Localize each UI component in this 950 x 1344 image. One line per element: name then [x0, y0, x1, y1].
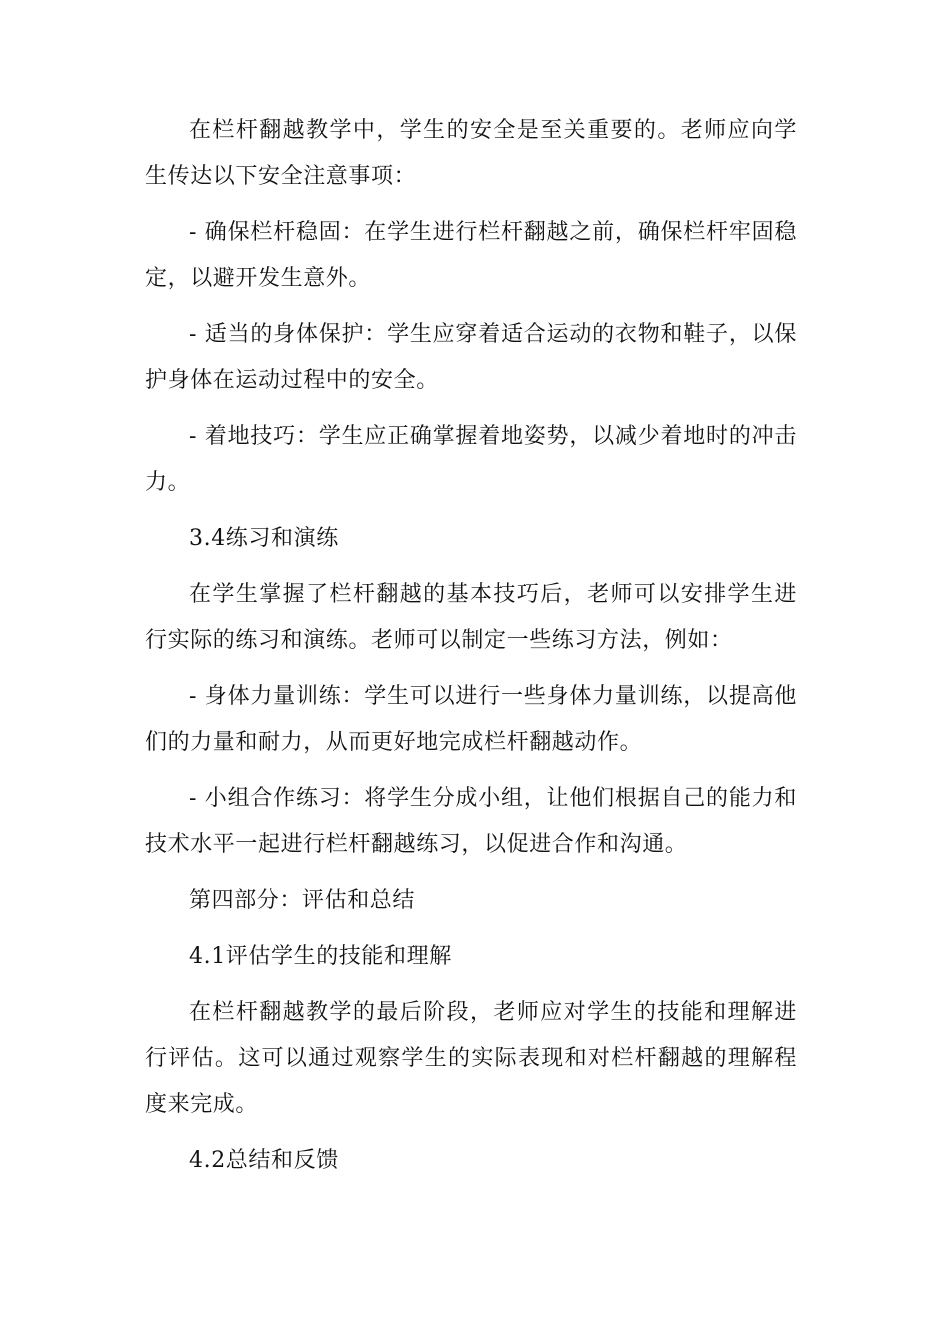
list-item-railing-stable: - 确保栏杆稳固：在学生进行栏杆翻越之前，确保栏杆牢固稳定，以避开发生意外。	[145, 220, 797, 291]
paragraph-safety-intro: 在栏杆翻越教学中，学生的安全是至关重要的。老师应向学生传达以下安全注意事项：	[145, 118, 797, 189]
paragraph-practice-intro: 在学生掌握了栏杆翻越的基本技巧后，老师可以安排学生进行实际的练习和演练。老师可以制定一些练习方法，例如：	[145, 582, 797, 653]
list-item-landing-technique: - 着地技巧：学生应正确掌握着地姿势，以减少着地时的冲击力。	[145, 424, 797, 495]
list-item-group-practice: - 小组合作练习：将学生分成小组，让他们根据自己的能力和技术水平一起进行栏杆翻越练习，以促进合作和沟通。	[145, 786, 797, 857]
paragraph-evaluation: 在栏杆翻越教学的最后阶段，老师应对学生的技能和理解进行评估。这可以通过观察学生的实际表现和对栏杆翻越的理解程度来完成。	[145, 1000, 797, 1117]
list-item-body-protection: - 适当的身体保护：学生应穿着适合运动的衣物和鞋子，以保护身体在运动过程中的安全。	[145, 322, 797, 393]
section-heading-4-1: 4.1评估学生的技能和理解	[189, 944, 452, 969]
document-page	[145, 108, 797, 1184]
list-item-strength-training: - 身体力量训练：学生可以进行一些身体力量训练，以提高他们的力量和耐力，从而更好地完成栏杆翻越动作。	[145, 684, 797, 755]
section-heading-3-4: 3.4练习和演练	[189, 526, 339, 551]
part-heading-4: 第四部分：评估和总结	[189, 888, 416, 913]
section-heading-4-2: 4.2总结和反馈	[189, 1148, 339, 1173]
